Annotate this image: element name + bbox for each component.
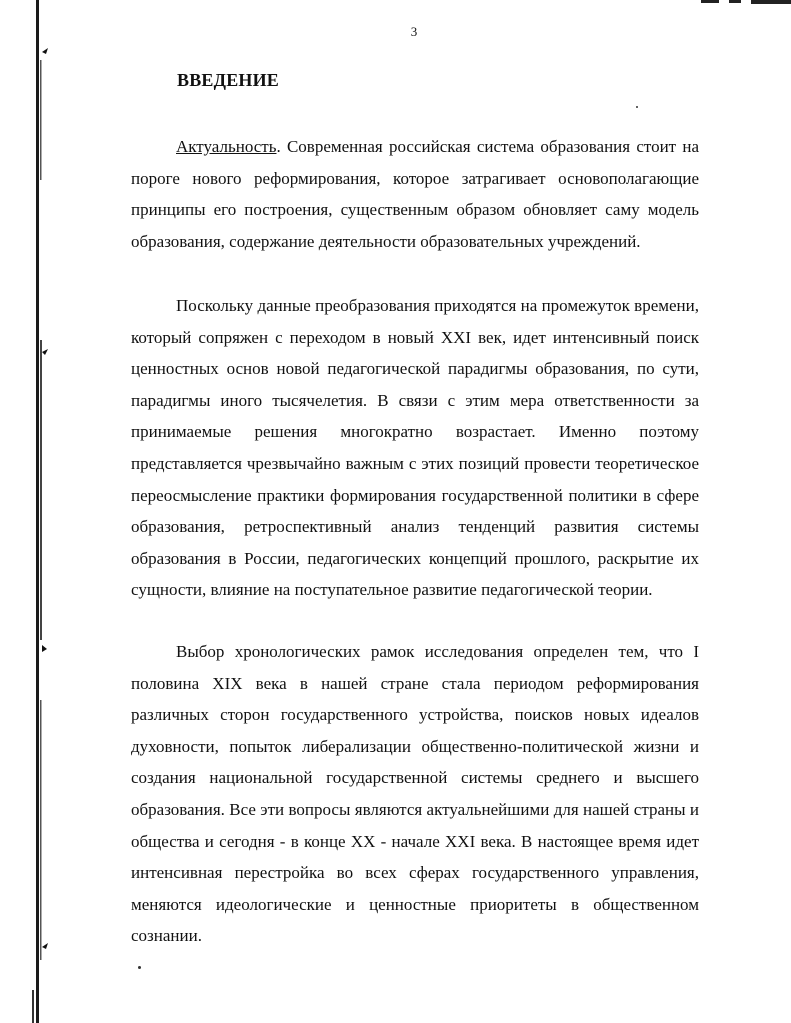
scan-corner-artifact [701, 0, 791, 6]
paragraph-relevance-text: . Современная российская система образования стоит на пороге нового реформирования, которое затрагивает основополагающие принципы его построения, существенным образом обновляет саму модель образования, содержание деятельности образовательных учреждений. [131, 137, 699, 251]
scan-binding-edge [30, 0, 52, 1023]
page-number: 3 [410, 24, 418, 39]
section-heading: ВВЕДЕНИЕ [177, 70, 280, 90]
paragraph-chronology: Выбор хронологических рамок исследования определен тем, что I половина XIX века в нашей стране стала периодом реформирования различных сторон государственного устройства, поисков новых идеалов духовности, попыток либерализации общественно-политической жизни и создания национальной государственной системы среднего и высшего образования. Все эти вопросы являются актуальнейшими для нашей страны и общества и сегодня - в конце XX - начале XXI века. В настоящее время идет интенсивная перестройка во всех сферах государственного управления, меняются идеологические и ценностные приоритеты в общественном сознании. [131, 642, 699, 946]
paragraph-relevance [131, 131, 699, 257]
scan-speck [636, 106, 638, 108]
scan-speck [138, 966, 141, 969]
relevance-label: Актуальность [176, 137, 277, 156]
paragraph-transformations: Поскольку данные преобразования приходятся на промежуток времени, который сопряжен с переходом в новый XXI век, идет интенсивный поиск ценностных основ новой педагогической парадигмы образования, по сути, парадигмы иного тысячелетия. В связи с этим мера ответственности за принимаемые решения многократно возрастает. Именно поэтому представляется чрезвычайно важным с этих позиций провести теоретическое переосмысление практики формирования государственной политики в сфере образования, ретроспективный анализ тенденций развития системы образования в России, педагогических концепций прошлого, раскрытие их сущности, влияние на поступательное развитие педагогической теории. [131, 296, 699, 600]
